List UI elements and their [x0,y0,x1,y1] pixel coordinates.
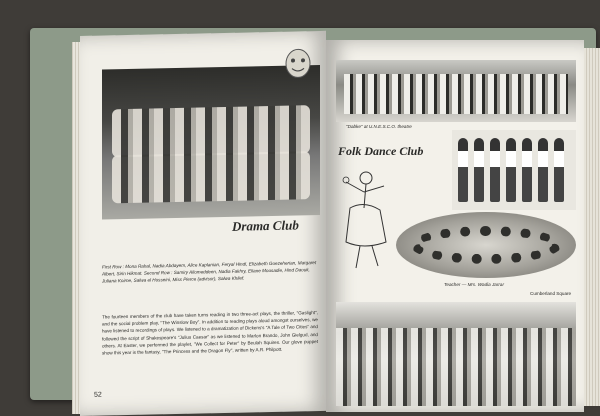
folk-dance-heading: Folk Dance Club [338,144,424,158]
unesco-caption: "Dabke" at U.N.E.S.C.O. theatre [346,124,412,129]
dancer-figure [554,138,564,202]
club-description: The fourteen members of the club have taken turns reading in two three-act plays, the thriller, "Gaslight", and the social problem play, "The Winslow Boy". In addition to reading plays aloud amongst ourselves, we have listened to recordings of plays. We listened to a dramatization of Dickens's "A Tale of Two Cities" and followed the script of Shakespeare's "Julius Caesar" as we listened to Marlon Brando, John Gielgud, and others. At Easter, we performed the playlet, "We Collect for Peter" by Beulah Squires. Our glove puppet show this year is the fantasy, "The Princess and the Dragon Fly", written by A.R. Philpott. [102,310,318,356]
photo-front-row [112,151,310,203]
cumberland-square-photo [336,302,576,406]
right-page-edges [584,48,600,406]
dancer-figure [538,138,548,202]
right-page [326,40,584,412]
member-names: First Row : Mona Rahal, Nadia Abdayem, Alice Kaplanian, Feryal Hindi, Elizabeth Goezeherian, Margaret Albert, Sirin Hikmat. Second Row : Samiry Aliomeddeen, Nadia Fakhry, Eliane Mousadie, Hind Daouk, Juliana Koirne, Salwa el Husseini, Miss Pierce (advisor), Salwa Khlief. [102,260,317,284]
drama-club-heading: Drama Club [232,217,299,234]
left-page [80,31,326,416]
yearbook-cover [30,28,596,400]
photo-back-row [112,105,310,157]
drama-club-group-photo [102,65,320,220]
page-number: 52 [94,391,102,399]
dancer-figure [474,138,484,202]
dancer-sketch-icon [340,164,396,274]
dancer-figure [490,138,500,202]
unesco-dabke-photo [336,60,576,122]
dancer-figure [458,138,468,202]
dancers-circle [410,226,562,264]
teacher-caption: Teacher — Mrs. Wadia Jarrar [444,282,504,287]
costumed-dancers-photo [452,130,576,210]
dancers-line [344,74,568,114]
theatre-mask-icon [280,47,316,82]
dancing-crowd [336,328,576,406]
dancer-figure [506,138,516,202]
square-caption: Cumberland Square [530,291,572,296]
dancer-figure [522,138,532,202]
circle-dance-photo [396,212,576,278]
